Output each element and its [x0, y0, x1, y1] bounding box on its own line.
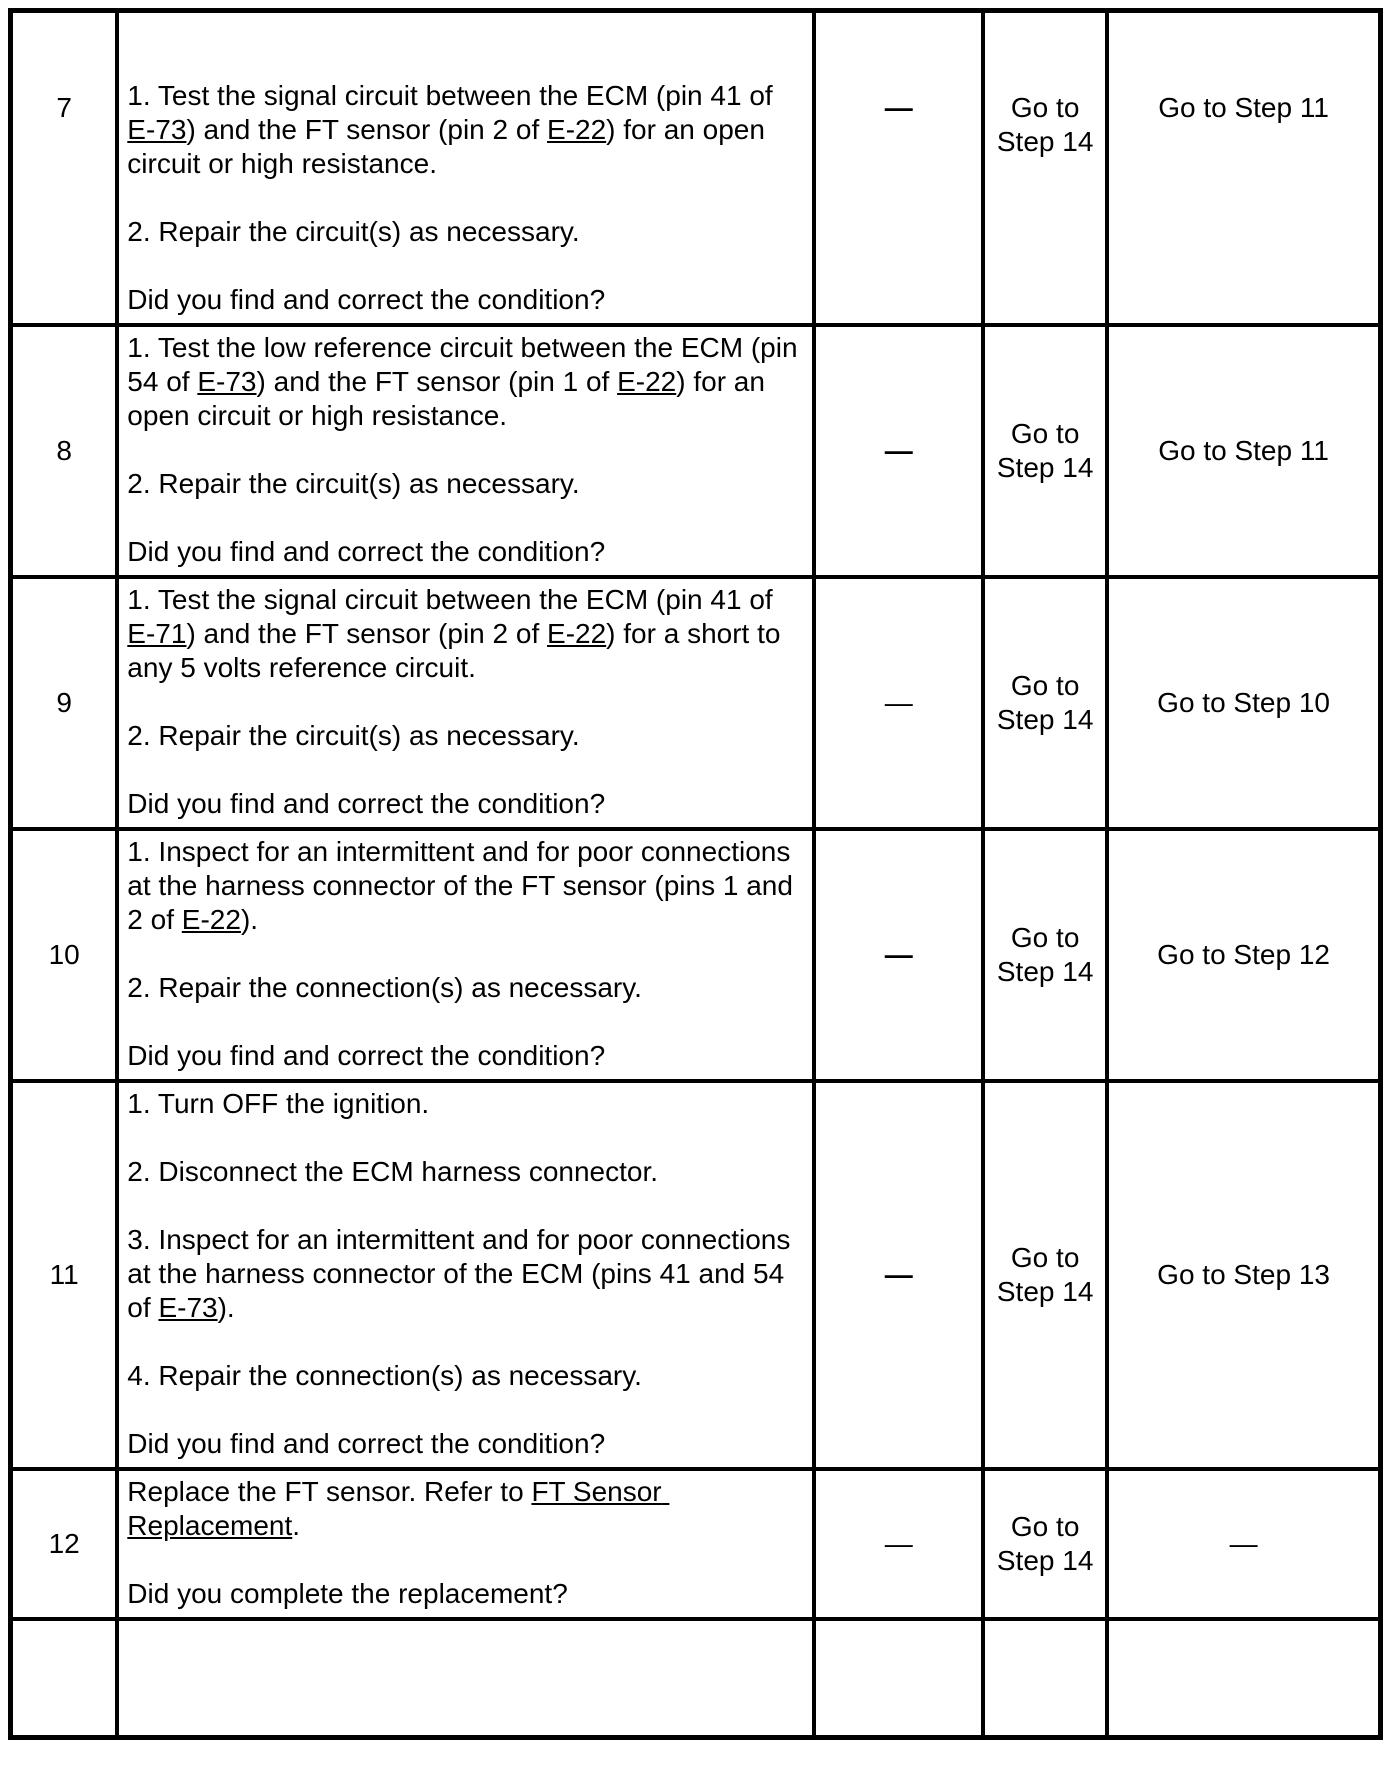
no-cell [1107, 325, 1380, 577]
action-paragraph [127, 835, 804, 937]
action-paragraph [127, 1039, 804, 1073]
value-dash: — [884, 92, 913, 123]
yes-cell [983, 325, 1107, 577]
value-cell [814, 1081, 983, 1469]
yes-action: Go to Step 14 [996, 922, 1094, 987]
action-text: ) and the FT sensor (pin 1 of [256, 366, 618, 397]
action-paragraph [127, 971, 804, 1005]
empty-cell [1107, 1619, 1380, 1737]
action-paragraph [127, 79, 804, 181]
reference-link[interactable]: E-73 [127, 114, 187, 145]
action-paragraph [127, 583, 804, 685]
action-text: Did you find and correct the condition? [127, 536, 606, 567]
yes-cell [983, 11, 1107, 326]
action-text: 2. Disconnect the ECM harness connector. [127, 1156, 659, 1187]
reference-link[interactable]: E-22 [617, 366, 677, 397]
value-dash: — [884, 435, 913, 466]
no-action: Go to Step 11 [1158, 92, 1329, 123]
action-text: 1. Test the low reference circuit between the ECM (pin 54 of [127, 332, 806, 397]
action-text: ). [240, 904, 259, 935]
no-action: Go to Step 13 [1157, 1259, 1330, 1290]
no-cell [1107, 11, 1380, 326]
reference-link[interactable]: E-22 [547, 618, 607, 649]
table-body [11, 11, 1381, 1738]
reference-link[interactable]: E-22 [547, 114, 607, 145]
step-number-cell [11, 325, 118, 577]
action-text: Did you find and correct the condition? [127, 788, 606, 819]
action-text: 2. Repair the circuit(s) as necessary. [127, 216, 580, 247]
empty-cell [11, 1619, 118, 1737]
no-action: Go to Step 11 [1158, 435, 1329, 466]
action-cell [117, 11, 814, 326]
no-cell [1107, 577, 1380, 829]
value-dash: — [884, 939, 913, 970]
action-text: . [292, 1510, 301, 1541]
value-cell [814, 1469, 983, 1619]
yes-action: Go to Step 14 [996, 670, 1094, 735]
action-text: 1. Test the signal circuit between the ECM (pin 41 of [127, 584, 781, 615]
step-number-cell [11, 577, 118, 829]
action-text: Replace the FT sensor. Refer to [127, 1476, 532, 1507]
no-cell [1107, 829, 1380, 1081]
step-number-cell [11, 11, 118, 326]
value-cell [814, 325, 983, 577]
action-paragraph [127, 1087, 804, 1121]
step-number: 12 [48, 1528, 80, 1559]
action-paragraph [127, 1223, 804, 1325]
action-text: 2. Repair the connection(s) as necessary. [127, 972, 642, 1003]
action-text: Did you complete the replacement? [127, 1578, 568, 1609]
action-cell [117, 1081, 814, 1469]
action-paragraph [127, 1577, 804, 1611]
no-action: Go to Step 10 [1157, 687, 1330, 718]
no-cell [1107, 1469, 1380, 1619]
step-number-cell [11, 1081, 118, 1469]
empty-cell [117, 1619, 814, 1737]
table-row [11, 11, 1381, 326]
action-text: Did you find and correct the condition? [127, 284, 606, 315]
action-paragraph [127, 283, 804, 317]
action-text: ) and the FT sensor (pin 2 of [186, 114, 548, 145]
no-cell [1107, 1081, 1380, 1469]
action-paragraph [127, 215, 804, 249]
yes-action: Go to Step 14 [996, 92, 1094, 157]
step-number: 11 [49, 1259, 79, 1290]
action-paragraph [127, 467, 804, 501]
action-text: Did you find and correct the condition? [127, 1428, 606, 1459]
value-cell [814, 577, 983, 829]
table-row [11, 1469, 1381, 1619]
no-action: — [1229, 1528, 1258, 1559]
action-text: ) for an open circuit or high resistance. [127, 366, 773, 431]
action-text: ) for a short to any 5 volts reference circuit. [127, 618, 789, 683]
yes-action: Go to Step 14 [996, 1242, 1094, 1307]
value-cell [814, 11, 983, 326]
action-text: 4. Repair the connection(s) as necessary. [127, 1360, 642, 1391]
empty-cell [983, 1619, 1107, 1737]
reference-link[interactable]: E-22 [181, 904, 241, 935]
value-dash: — [884, 687, 913, 718]
action-text: ). [217, 1292, 235, 1323]
action-text: 3. Inspect for an intermittent and for poor connections at the harness connector of the ECM (pins 41 and 54 of [127, 1224, 799, 1323]
action-paragraph [127, 1155, 804, 1189]
reference-link[interactable]: E-71 [127, 618, 187, 649]
action-text: 2. Repair the circuit(s) as necessary. [127, 468, 580, 499]
yes-cell [983, 1081, 1107, 1469]
action-paragraph [127, 1359, 804, 1393]
action-cell [117, 325, 814, 577]
action-paragraph [127, 535, 804, 569]
empty-table-row [11, 1619, 1381, 1737]
yes-cell [983, 1469, 1107, 1619]
table-row [11, 325, 1381, 577]
action-text: 1. Inspect for an intermittent and for poor connections at the harness connector of the FT sensor (pins 1 and 2 of [127, 836, 801, 935]
action-cell [117, 829, 814, 1081]
value-dash: — [884, 1259, 913, 1290]
action-text: ) for an open circuit or high resistance. [127, 114, 773, 179]
yes-action: Go to Step 14 [996, 1511, 1094, 1576]
diagnostic-steps-table [8, 8, 1383, 1740]
reference-link[interactable]: FT Sensor Replacement [127, 1476, 670, 1541]
action-paragraph [127, 1475, 804, 1543]
empty-cell [814, 1619, 983, 1737]
reference-link[interactable]: E-73 [158, 1292, 218, 1323]
action-text: ) and the FT sensor (pin 2 of [186, 618, 548, 649]
yes-cell [983, 829, 1107, 1081]
table-row [11, 577, 1381, 829]
yes-cell [983, 577, 1107, 829]
step-number-cell [11, 829, 118, 1081]
yes-action: Go to Step 14 [996, 418, 1094, 483]
action-paragraph [127, 719, 804, 753]
action-text: 1. Turn OFF the ignition. [127, 1088, 430, 1119]
value-dash: — [884, 1528, 913, 1559]
table-row [11, 1081, 1381, 1469]
step-number: 8 [56, 435, 72, 466]
step-number-cell [11, 1469, 118, 1619]
action-text: 2. Repair the circuit(s) as necessary. [127, 720, 580, 751]
step-number: 9 [56, 687, 72, 718]
reference-link[interactable]: E-73 [197, 366, 257, 397]
action-cell [117, 1469, 814, 1619]
action-paragraph [127, 1427, 804, 1461]
action-paragraph [127, 331, 804, 433]
action-text: 1. Test the signal circuit between the ECM (pin 41 of [127, 80, 781, 111]
value-cell [814, 829, 983, 1081]
action-paragraph [127, 787, 804, 821]
step-number: 7 [56, 92, 72, 123]
action-cell [117, 577, 814, 829]
action-text: Did you find and correct the condition? [127, 1040, 606, 1071]
table-row [11, 829, 1381, 1081]
no-action: Go to Step 12 [1157, 939, 1330, 970]
step-number: 10 [48, 939, 80, 970]
